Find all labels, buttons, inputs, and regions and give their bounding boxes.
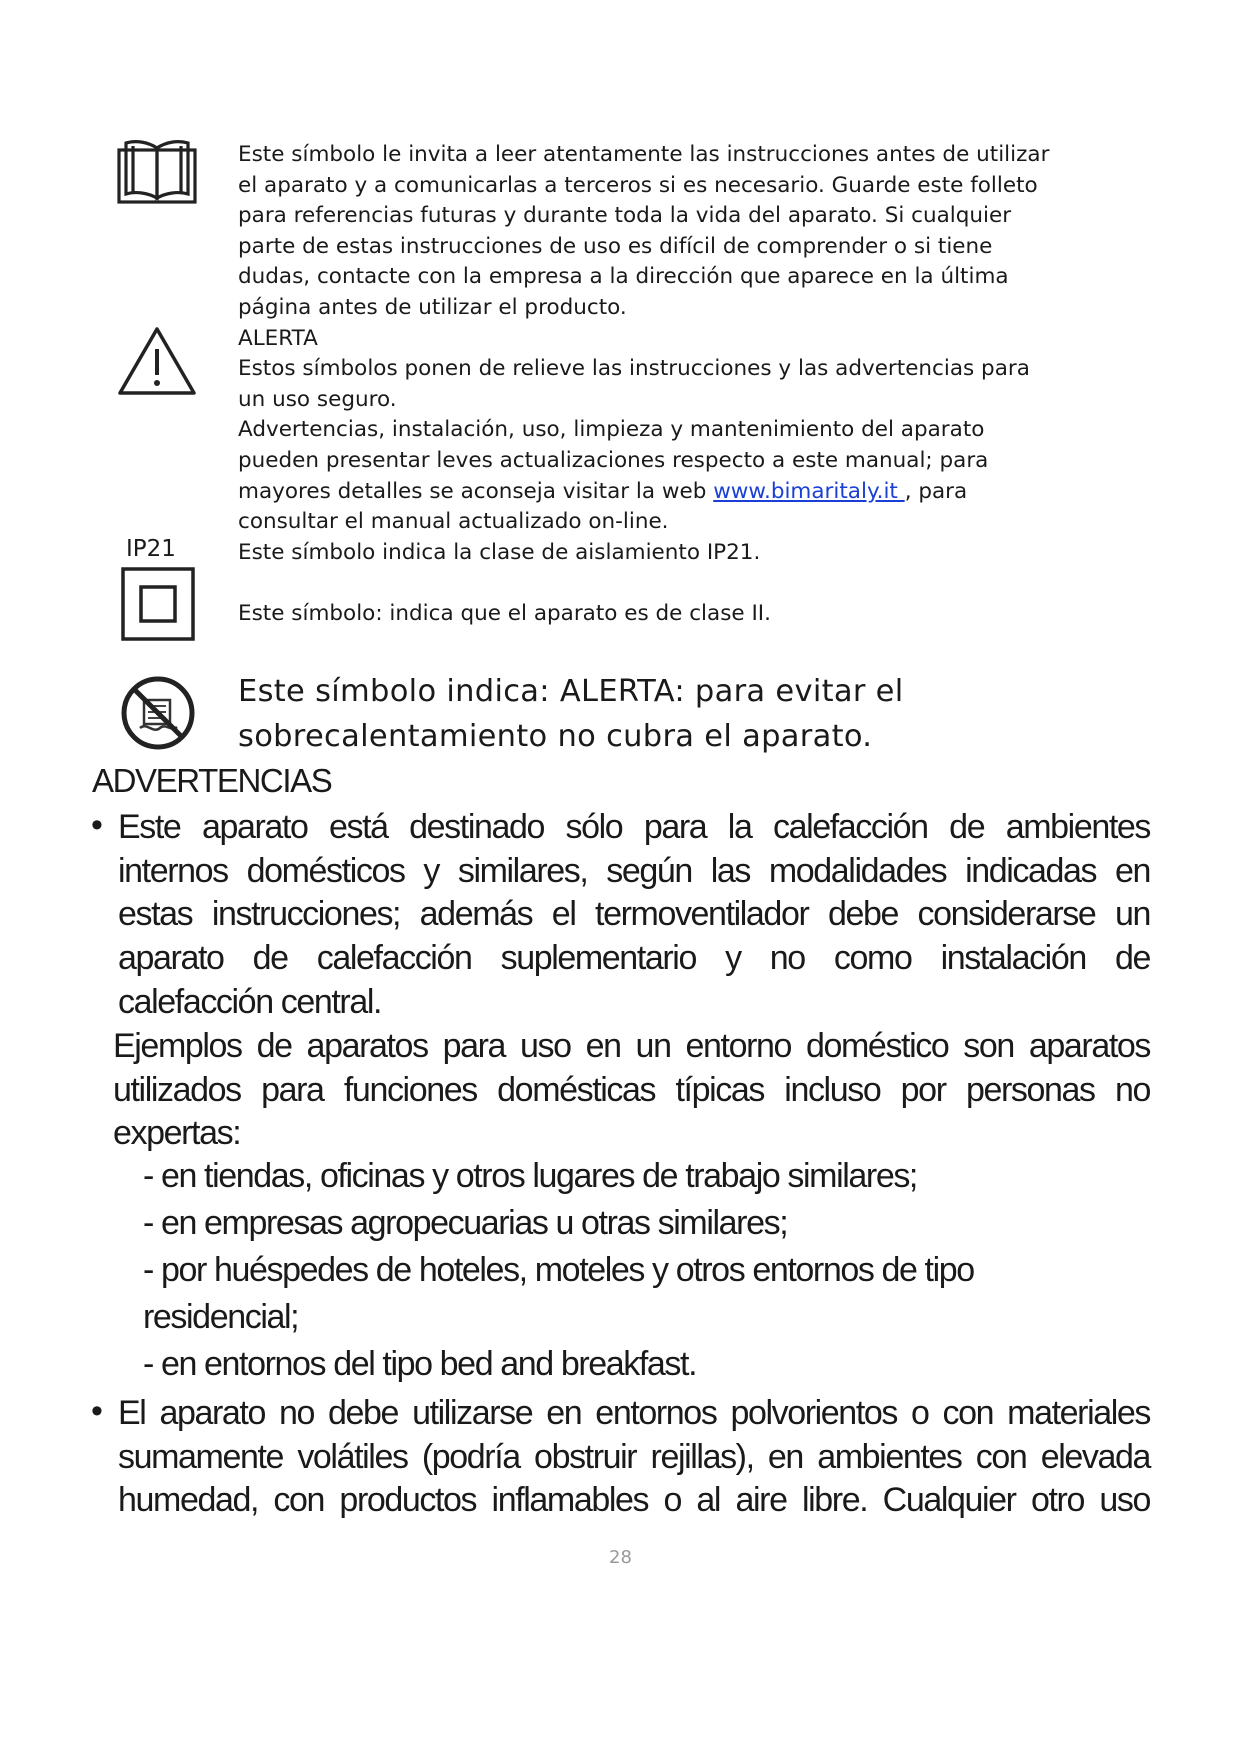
web-line-suffix: , para: [904, 478, 968, 504]
paragraph-line: Este aparato está destinado sólo para la calefacción de ambientes: [118, 808, 1150, 846]
symbol-info-line: para referencias futuras y durante toda la vida del aparato. Si cualquier: [238, 203, 1012, 229]
ip21-description: Este símbolo indica la clase de aislamiento IP21.: [238, 539, 761, 565]
ip21-label: IP21: [126, 536, 176, 562]
notice-line: sobrecalentamiento no cubra el aparato.: [238, 718, 873, 754]
symbol-info-line: un uso seguro.: [238, 386, 397, 412]
symbol-info-line: página antes de utilizar el producto.: [238, 295, 627, 320]
list-item: - en tiendas, oficinas y otros lugares de trabajo similares;: [143, 1157, 917, 1195]
paragraph-line: humedad, con productos inflamables o al aire libre. Cualquier otro uso: [118, 1481, 1150, 1520]
open-book-icon: [116, 138, 198, 210]
symbol-info-line: parte de estas instrucciones de uso es difícil de comprender o si tiene: [238, 233, 993, 259]
list-item: residencial;: [143, 1298, 299, 1336]
web-line-prefix: mayores detalles se aconseja visitar la web: [238, 478, 714, 504]
paragraph-line: utilizados para funciones domésticas típicas incluso por personas no: [113, 1070, 1150, 1109]
examples-paragraph: [113, 1025, 1150, 1156]
class2-description: Este símbolo: indica que el aparato es de clase II.: [238, 601, 771, 626]
warning-bullet-1: [118, 806, 1150, 1025]
paragraph-line: El aparato no debe utilizarse en entornos polvorientos o con materiales: [118, 1394, 1150, 1432]
bullet-marker: •: [91, 1392, 102, 1430]
list-item: - en empresas agropecuarias u otras similares;: [143, 1204, 788, 1242]
symbol-info-line: dudas, contacte con la empresa a la dirección que aparece en la última: [238, 264, 1009, 290]
paragraph-line: sumamente volátiles (podría obstruir rejillas), en ambientes con elevada: [118, 1437, 1150, 1476]
section-heading: ADVERTENCIAS: [92, 762, 332, 799]
symbol-info-line: pueden presentar leves actualizaciones respecto a este manual; para: [238, 448, 989, 473]
paragraph-line: internos domésticos y similares, según las modalidades indicadas en: [118, 851, 1150, 890]
do-not-cover-icon: [119, 674, 197, 756]
paragraph-line: aparato de calefacción suplementario y no como instalación de: [118, 939, 1150, 978]
web-line: [238, 477, 1098, 508]
symbol-info-line: Advertencias, instalación, uso, limpieza y mantenimiento del aparato: [238, 417, 985, 443]
overheat-notice: [238, 670, 1138, 759]
paragraph-line: Ejemplos de aparatos para uso en un entorno doméstico son aparatos: [113, 1027, 1150, 1065]
double-square-class-ii-icon: [120, 566, 196, 646]
symbol-info-line: Estos símbolos ponen de relieve las instrucciones y las advertencias para: [238, 356, 1030, 382]
symbol-info-line: Este símbolo le invita a leer atentamente las instrucciones antes de utilizar: [238, 142, 1050, 167]
warning-triangle-icon: [117, 325, 197, 401]
alert-label: ALERTA: [238, 325, 318, 351]
symbol-info-line: el aparato y a comunicarlas a terceros si es necesario. Guarde este folleto: [238, 172, 1038, 198]
website-link[interactable]: www.bimaritaly.it: [713, 478, 905, 504]
warning-bullet-2: [118, 1392, 1150, 1523]
paragraph-line: calefacción central.: [118, 982, 382, 1021]
notice-line: Este símbolo indica: ALERTA: para evitar el: [238, 674, 904, 709]
paragraph-line: expertas:: [113, 1114, 241, 1153]
bullet-marker: •: [91, 806, 102, 844]
symbol-info-line: consultar el manual actualizado on-line.: [238, 509, 669, 535]
list-item: - por huéspedes de hoteles, moteles y otros entornos de tipo: [143, 1251, 974, 1289]
list-item: - en entornos del tipo bed and breakfast.: [143, 1345, 697, 1383]
paragraph-line: estas instrucciones; además el termoventilador debe considerarse un: [118, 895, 1150, 934]
page-number: 28: [609, 1547, 632, 1568]
